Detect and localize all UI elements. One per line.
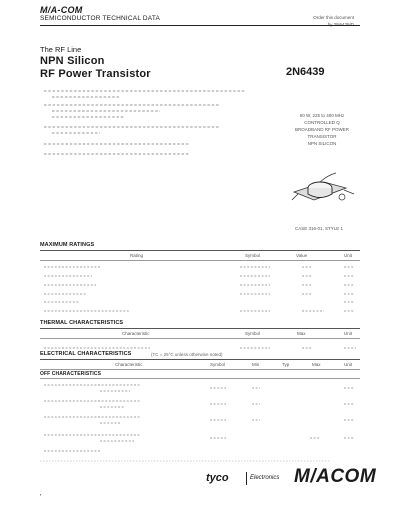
electrical-heading-note: (TC = 25°C unless otherwise noted) — [151, 352, 223, 357]
case-caption: CASE 316-01, STYLE 1 — [294, 226, 344, 231]
electrical-rows — [40, 380, 360, 456]
max-ratings-rows-graphic — [40, 262, 360, 318]
thermal-col-max: Max — [297, 331, 306, 336]
transistor-package-image — [284, 170, 364, 215]
side-caption-1: 60 W, 225 to 400 MHz — [299, 113, 345, 118]
macom-logo: M/ACOM — [294, 466, 377, 487]
max-ratings-header-rule — [40, 260, 360, 261]
feature-lines-graphic — [40, 88, 260, 158]
max-ratings-col-rating: Rating — [130, 253, 144, 258]
product-title-2: RF Power Transistor — [40, 68, 151, 80]
feature-list — [40, 88, 260, 158]
electronics-logo: Electronics — [250, 475, 280, 481]
product-title-1: NPN Silicon — [40, 55, 105, 67]
max-ratings-col-unit: Unit — [344, 253, 353, 258]
tyco-logo: tyco — [206, 472, 229, 484]
electrical-col-symbol: Symbol — [210, 362, 226, 367]
brand-logo-text: M/A-COM — [40, 5, 83, 15]
thermal-header-rule — [40, 338, 360, 339]
max-ratings-col-value: Value — [296, 253, 308, 258]
electrical-heading: ELECTRICAL CHARACTERISTICS — [40, 351, 132, 357]
thermal-col-unit: Unit — [344, 331, 353, 336]
max-ratings-heading: MAXIMUM RATINGS — [40, 242, 95, 248]
max-ratings-rows — [40, 262, 360, 318]
document-subtitle: SEMICONDUCTOR TECHNICAL DATA — [40, 15, 161, 22]
electrical-header-rule — [40, 369, 360, 370]
electrical-col-unit: Unit — [344, 362, 353, 367]
order-line-1: Order this document — [313, 15, 354, 20]
electrical-col-characteristic: Characteristic — [115, 362, 143, 367]
order-line-2: by 2N6439/D — [327, 22, 354, 27]
side-caption-5: NPN SILICON — [307, 141, 337, 146]
side-caption-2: CONTROLLED Q — [304, 120, 340, 125]
electrical-top-rule — [40, 359, 360, 360]
off-characteristics-rule — [40, 378, 360, 379]
max-ratings-col-symbol: Symbol — [245, 253, 261, 258]
thermal-heading: THERMAL CHARACTERISTICS — [40, 320, 124, 326]
max-ratings-top-rule — [40, 250, 360, 251]
footer-note — [40, 458, 340, 465]
electrical-col-min: Min — [252, 362, 260, 367]
tyco-separator — [246, 472, 247, 485]
page-mark: ▪ — [40, 492, 42, 497]
off-characteristics-heading: OFF CHARACTERISTICS — [40, 371, 102, 377]
side-caption-4: TRANSISTOR — [307, 134, 337, 139]
thermal-row — [40, 340, 360, 350]
part-number: 2N6439 — [286, 66, 325, 78]
side-caption-3: BROADBAND RF POWER — [294, 127, 349, 132]
header-rule — [40, 25, 360, 26]
thermal-col-symbol: Symbol — [245, 331, 261, 336]
electrical-rows-graphic — [40, 380, 360, 456]
product-line-label: The RF Line — [40, 45, 82, 54]
footer-note-graphic — [40, 458, 340, 464]
electrical-col-max: Max — [312, 362, 321, 367]
electrical-col-typ: Typ — [282, 362, 290, 367]
thermal-top-rule — [40, 328, 360, 329]
thermal-col-characteristic: Characteristic — [122, 331, 150, 336]
